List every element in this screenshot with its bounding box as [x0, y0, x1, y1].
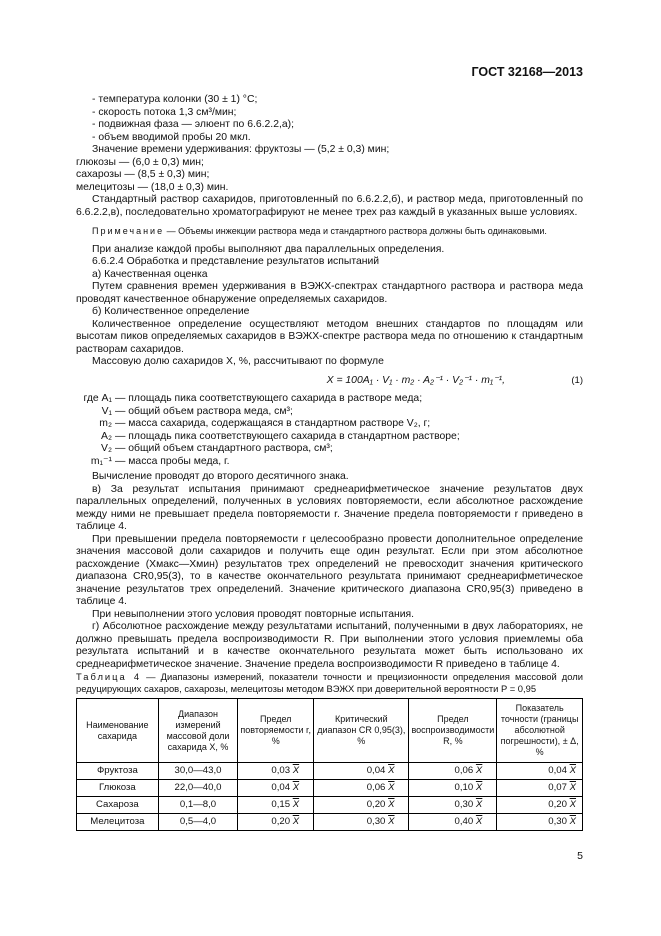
formula-intro: Массовую долю сахаридов X, %, рассчитывают по формуле — [92, 356, 384, 367]
retention-line: глюкозы — (6,0 ± 0,3) мин; — [76, 156, 204, 168]
cell-R: 0,10 $\overline{X}$ — [409, 780, 497, 797]
table-header-cell: Предел воспроизводимости R, % — [409, 699, 497, 763]
subsection-b: б) Количественное определение — [92, 306, 250, 317]
page-number: 5 — [577, 850, 583, 862]
param-line: - скорость потока 1,3 см³/мин; — [92, 106, 237, 118]
cell-r: 0,03 $\overline{X}$ — [238, 763, 314, 780]
cell-delta: 0,07 $\overline{X}$ — [497, 780, 583, 797]
cell-name: Фруктоза — [77, 763, 159, 780]
table-header-cell: Диапазон измерений массовой доли сахарида X, % — [158, 699, 238, 763]
formula-row — [76, 375, 583, 388]
paragraph-fail: При невыполнении этого условия проводят повторные испытания. — [92, 608, 415, 620]
cell-R: 0,40 $\overline{X}$ — [409, 814, 497, 831]
table-row — [77, 797, 583, 814]
formula-number: (1) — [571, 374, 583, 386]
cell-cr: 0,20 $\overline{X}$ — [314, 797, 409, 814]
param-line: - температура колонки (30 ± 1) °С; — [92, 94, 258, 105]
param-line: - подвижная фаза — элюент по 6.6.2.2,а); — [92, 119, 294, 130]
cell-delta: 0,20 $\overline{X}$ — [497, 797, 583, 814]
subsection-a: а) Качественная оценка — [92, 268, 208, 280]
formula: X = 100A₁ · V₁ · m₂ · A₂⁻¹ · V₂⁻¹ · m₁⁻¹, — [326, 374, 505, 386]
note-label: Примечание — [92, 226, 165, 236]
cell-R: 0,06 $\overline{X}$ — [409, 763, 497, 780]
table-caption-label: Таблица 4 — [76, 671, 142, 682]
paragraph-exceed: При превышении предела повторяемости r целесообразно провести дополнительное определение значения массовой доли сахаридов и получить еще один результат. Если при этом абсолютное расхождение (Xмакс—Xмин) результатов трех определений не превосходит значения критического диапазона CR0,95(3), то в качестве окончательного результата принимают среднеарифметическое значение результатов трех определений. Значение критического диапазона CR0,95(3) приведено в таблице 4. — [76, 533, 583, 607]
cell-R: 0,30 $\overline{X}$ — [409, 797, 497, 814]
cell-range: 22,0—40,0 — [158, 780, 238, 797]
paragraph-standard: Стандартный раствор сахаридов, приготовленный по 6.6.2.2,б), и раствор меда, приготовленный по 6.6.2.2,в), последовательно хроматографируют не менее трех раз каждый в указанных выше условиях. — [76, 194, 583, 218]
where-item: V₂ — общий объем стандартного раствора, см³; — [101, 443, 333, 454]
where-item: m₂ — масса сахарида, содержащаяся в стандартном растворе V₂, г; — [99, 418, 431, 429]
table-header-row — [77, 699, 583, 763]
where-list — [76, 393, 460, 468]
retention-line: мелецитозы — (18,0 ± 0,3) мин. — [76, 181, 229, 193]
table-caption-text: — Диапазоны измерений, показатели точности и прецизионности определения массовой доли редуцирующих сахаров, сахарозы, мелецитозы методом ВЭЖХ при доверительной вероятности P = 0,95 — [76, 671, 583, 694]
paragraph-b: Количественное определение осуществляют методом внешних стандартов по площадям или высотам пиков определяемых сахаридов в ВЭЖХ-спектре раствора меда по отношению к стандартным растворам сахаридов. — [76, 318, 583, 355]
cell-cr: 0,30 $\overline{X}$ — [314, 814, 409, 831]
document-header: ГОСТ 32168—2013 — [471, 65, 583, 79]
table-header-cell: Наименование сахарида — [77, 699, 159, 763]
cell-range: 0,1—8,0 — [158, 797, 238, 814]
table-header-cell: Критический диапазон CR 0,95(3), % — [314, 699, 409, 763]
where-item: V₁ — общий объем раствора меда, см³; — [101, 405, 293, 417]
table-row — [77, 814, 583, 831]
paragraph-g: г) Абсолютное расхождение между результатами испытаний, полученными в двух лабораториях, не должно превышать предела воспроизводимости R. При выполнении этого условия приемлемы оба результата испытаний и в качестве окончательного результата может быть использовано их среднеарифметическое значение. Значение предела воспроизводимости R приведено в таблице 4. — [76, 621, 583, 670]
paragraph-calc: Вычисление проводят до второго десятичного знака. — [92, 471, 349, 482]
cell-name: Сахароза — [77, 797, 159, 814]
table-caption — [76, 671, 583, 694]
retention-line: сахарозы — (8,5 ± 0,3) мин; — [76, 169, 210, 180]
note — [76, 225, 583, 238]
cell-delta: 0,04 $\overline{X}$ — [497, 763, 583, 780]
cell-delta: 0,30 $\overline{X}$ — [497, 814, 583, 831]
where-item: где A₁ — площадь пика соответствующего сахарида в растворе меда; — [83, 393, 423, 404]
param-line: - объем вводимой пробы 20 мкл. — [92, 131, 251, 143]
table-header-cell: Показатель точности (границы абсолютной погрешности), ± Δ, % — [497, 699, 583, 763]
note-text: — Объемы инжекции раствора меда и стандартного раствора должны быть одинаковыми. — [164, 226, 547, 236]
cell-r: 0,04 $\overline{X}$ — [238, 780, 314, 797]
cell-cr: 0,06 $\overline{X}$ — [314, 780, 409, 797]
cell-cr: 0,04 $\overline{X}$ — [314, 763, 409, 780]
where-item: m₁⁻¹ — масса пробы меда, г. — [90, 455, 230, 467]
section-heading: 6.6.2.4 Обработка и представление результатов испытаний — [92, 256, 380, 267]
table-header-cell: Предел повторяемости r, % — [238, 699, 314, 763]
cell-range: 30,0—43,0 — [158, 763, 238, 780]
table-row — [77, 763, 583, 780]
table-row — [77, 780, 583, 797]
cell-range: 0,5—4,0 — [158, 814, 238, 831]
document-body — [76, 94, 583, 831]
results-table — [76, 698, 583, 831]
paragraph-v: в) За результат испытания принимают среднеарифметическое значение результатов двух параллельных определений, полученных в условиях повторяемости, если абсолютное расхождение между ними не превышает предела повторяемости r. Значение предела повторяемости r приведено в таблице 4. — [76, 483, 583, 532]
retention-line: Значение времени удерживания: фруктозы — (5,2 ± 0,3) мин; — [92, 144, 390, 155]
paragraph-parallel: При анализе каждой пробы выполняют два параллельных определения. — [92, 243, 445, 255]
paragraph-a: Путем сравнения времен удерживания в ВЭЖХ-спектрах стандартного раствора и раствора меда проводят качественное обнаружение определяемых сахаридов. — [76, 281, 583, 305]
cell-name: Глюкоза — [77, 780, 159, 797]
where-item: A₂ — площадь пика соответствующего сахарида в стандартном растворе; — [101, 430, 460, 442]
cell-name: Мелецитоза — [77, 814, 159, 831]
cell-r: 0,20 $\overline{X}$ — [238, 814, 314, 831]
cell-r: 0,15 $\overline{X}$ — [238, 797, 314, 814]
